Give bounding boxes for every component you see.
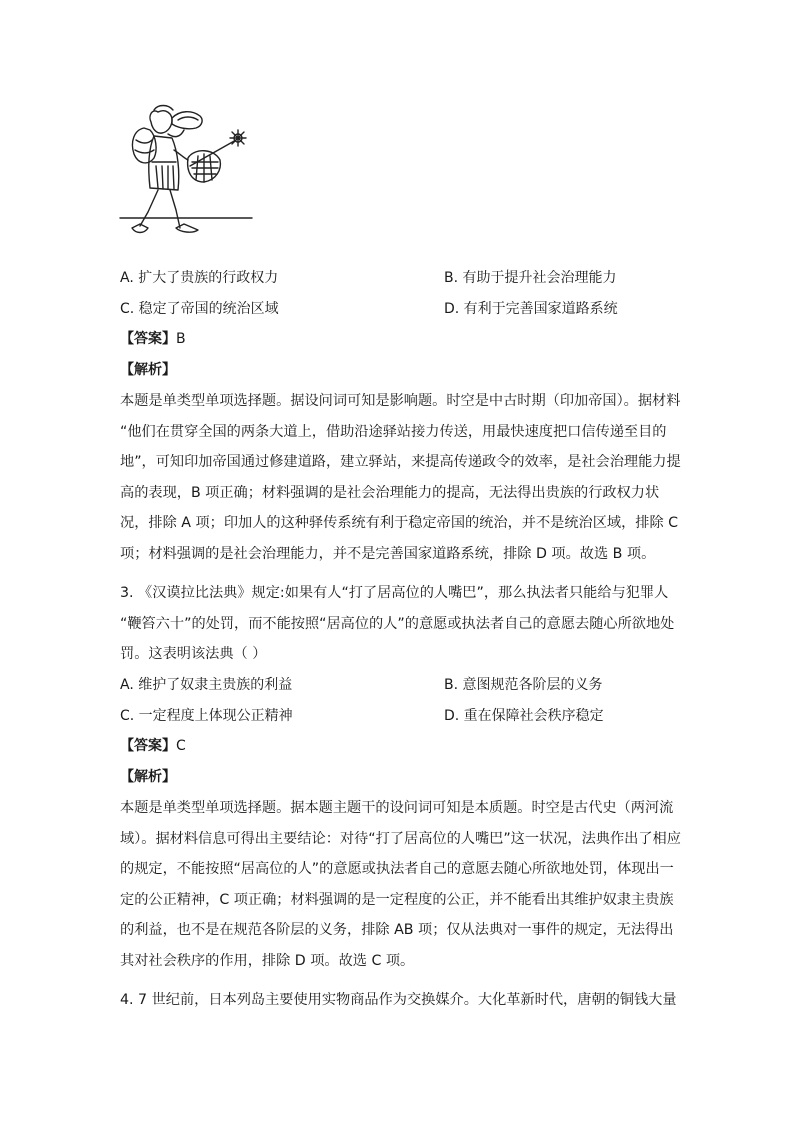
q3-analysis-text: [120, 793, 681, 976]
q2-analysis-line: “他们在贯穿全国的两条大道上，借助沿途驿站接力传送，用最快速度把口信传递至目的: [120, 423, 667, 440]
q3-analysis-label: 【解析】: [120, 769, 176, 785]
q3-analysis-line: 的规定，不能按照“居高位的人”的意愿或执法者自己的意愿去随心所欲地处罚，体现出一: [120, 861, 674, 877]
q3-analysis-line: 定的公正精神，C 项正确；材料强调的是一定程度的公正，并不能看出其维护奴隶主贵族: [120, 891, 674, 908]
q2-option-row-2: [120, 299, 680, 319]
q3-answer-label: 【答案】: [120, 738, 176, 754]
q2-analysis-line: 项；材料强调的是社会治理能力，并不是完善国家道路系统，排除 D 项。故选 B 项。: [120, 545, 656, 562]
q2-answer-label: 【答案】: [120, 331, 176, 347]
q2-option-row-1: [120, 268, 680, 288]
q3-option-a: A. 维护了奴隶主贵族的利益: [120, 677, 293, 693]
q3-option-c: C. 一定程度上体现公正精神: [120, 708, 293, 724]
q3-stem: [120, 578, 676, 670]
q2-analysis-label: 【解析】: [120, 362, 176, 378]
q3-answer-value: C: [176, 738, 186, 754]
q3-option-d: D. 重在保障社会秩序稳定: [444, 708, 604, 724]
q2-answer-value: B: [176, 331, 186, 347]
q2-analysis-line: 高的表现，B 项正确；材料强调的是社会治理能力的提高，无法得出贵族的行政权力状: [120, 484, 660, 501]
q3-option-row-2: [120, 706, 680, 726]
q4-stem-line: 4. 7 世纪前，日本列岛主要使用实物商品作为交换媒介。大化革新时代，唐朝的铜钱大量: [120, 992, 677, 1008]
q3-stem-line: 3. 《汉谟拉比法典》规定:如果有人“打了居高位的人嘴巴”，那么执法者只能给与犯罪人: [120, 585, 669, 601]
q3-analysis-line: 其对社会秩序的作用，排除 D 项。故选 C 项。: [120, 952, 415, 969]
q4-stem: [120, 985, 676, 1016]
inca-messenger-illustration: [118, 100, 258, 250]
q2-analysis-line: 况，排除 A 项；印加人的这种驿传系统有利于稳定帝国的统治，并不是统治区域，排除 C: [120, 515, 679, 531]
q2-analysis-heading: [120, 360, 680, 380]
q3-option-row-1: [120, 675, 680, 695]
q3-analysis-line: 本题是单类型单项选择题。据本题主题干的设问词可知是本质题。时空是古代史（两河流: [120, 800, 674, 816]
q2-analysis-text: [120, 386, 681, 569]
q2-option-c: C. 稳定了帝国的统治区域: [120, 301, 279, 317]
q2-option-a: A. 扩大了贵族的行政权力: [120, 270, 279, 286]
q2-option-d: D. 有利于完善国家道路系统: [444, 301, 618, 317]
q3-analysis-line: 的利益，也不是在规范各阶层的义务，排除 AB 项；仅从法典对一事件的规定，无法得出: [120, 922, 674, 938]
q2-answer: [120, 329, 680, 349]
q3-answer: [120, 736, 680, 756]
q3-analysis-line: 域）。据材料信息可得出主要结论：对待“打了居高位的人嘴巴”这一状况，法典作出了相应: [120, 830, 681, 847]
q2-option-b: B. 有助于提升社会治理能力: [444, 270, 617, 286]
q2-analysis-line: 本题是单类型单项选择题。据设问词可知是影响题。时空是中古时期（印加帝国）。据材料: [120, 393, 681, 409]
q2-analysis-line: 地”，可知印加帝国通过修建道路，建立驿站，来提高传递政令的效率，是社会治理能力提: [120, 454, 681, 470]
q3-option-b: B. 意图规范各阶层的义务: [444, 677, 603, 693]
q3-stem-line: 罚。这表明该法典（ ）: [120, 646, 267, 662]
q3-analysis-heading: [120, 767, 680, 787]
q3-stem-line: “鞭笞六十”的处罚，而不能按照“居高位的人”的意愿或执法者自己的意愿去随心所欲地处: [120, 615, 675, 632]
